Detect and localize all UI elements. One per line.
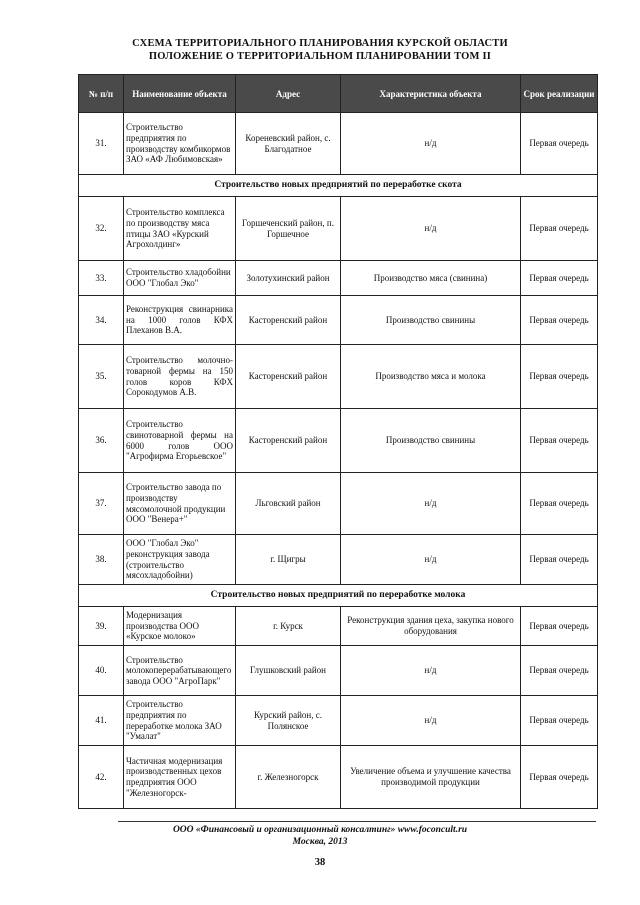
row-num: 34. bbox=[79, 296, 124, 345]
table-row bbox=[79, 261, 598, 296]
page-number: 38 bbox=[314, 857, 326, 868]
row-num: 31. bbox=[79, 113, 124, 175]
row-address: г. Щигры bbox=[236, 535, 341, 585]
row-address: Кореневский район, с. Благодатное bbox=[236, 113, 341, 175]
table-row bbox=[79, 409, 598, 473]
section-title-meat: Строительство новых предприятий по переработке скота bbox=[79, 175, 598, 197]
row-term: Первая очередь bbox=[521, 296, 598, 345]
table-row bbox=[79, 113, 598, 175]
row-name: Модернизация производства ООО «Курское молоко» bbox=[124, 607, 236, 646]
row-characteristic: Производство мяса и молока bbox=[341, 345, 521, 409]
row-name: Строительство молочно-товарной фермы на 150 голов коров КФХ Сорокодумов А.В. bbox=[124, 345, 236, 409]
col-header-name: Наименование объекта bbox=[124, 75, 236, 113]
table-row bbox=[79, 607, 598, 646]
row-address: Золотухинский район bbox=[236, 261, 341, 296]
row-num: 32. bbox=[79, 197, 124, 261]
table-row bbox=[79, 345, 598, 409]
row-characteristic: Производство свинины bbox=[341, 409, 521, 473]
row-characteristic: Производство мяса (свинина) bbox=[341, 261, 521, 296]
row-characteristic: н/д bbox=[341, 197, 521, 261]
table-header-row bbox=[79, 75, 598, 113]
row-characteristic: н/д bbox=[341, 113, 521, 175]
row-term: Первая очередь bbox=[521, 535, 598, 585]
row-characteristic: н/д bbox=[341, 696, 521, 746]
row-characteristic: Реконструкция здания цеха, закупка нового оборудования bbox=[341, 607, 521, 646]
row-characteristic: н/д bbox=[341, 473, 521, 535]
projects-table bbox=[78, 74, 598, 809]
col-header-characteristic: Характеристика объекта bbox=[341, 75, 521, 113]
table-row bbox=[79, 535, 598, 585]
footer-city-year: Москва, 2013 bbox=[292, 837, 348, 847]
table-row bbox=[79, 746, 598, 809]
row-term: Первая очередь bbox=[521, 696, 598, 746]
table-row bbox=[79, 696, 598, 746]
row-term: Первая очередь bbox=[521, 607, 598, 646]
row-characteristic: н/д bbox=[341, 535, 521, 585]
section-title-milk: Строительство новых предприятий по переработке молока bbox=[79, 585, 598, 607]
row-address: г. Курск bbox=[236, 607, 341, 646]
row-term: Первая очередь bbox=[521, 473, 598, 535]
row-num: 41. bbox=[79, 696, 124, 746]
row-name: Строительство молокоперерабатывающего завода ООО "АгроПарк" bbox=[124, 646, 236, 696]
col-header-num: № п/п bbox=[79, 75, 124, 113]
table-row bbox=[79, 646, 598, 696]
row-name: ООО "Глобал Эко" реконструкция завода (строительство мясохладобойни) bbox=[124, 535, 236, 585]
row-name: Строительство хладобойни ООО "Глобал Эко" bbox=[124, 261, 236, 296]
col-header-address: Адрес bbox=[236, 75, 341, 113]
row-num: 36. bbox=[79, 409, 124, 473]
row-num: 38. bbox=[79, 535, 124, 585]
row-address: Касторенский район bbox=[236, 345, 341, 409]
row-num: 37. bbox=[79, 473, 124, 535]
row-address: Горшеченский район, п. Горшечное bbox=[236, 197, 341, 261]
row-term: Первая очередь bbox=[521, 113, 598, 175]
row-address: Касторенский район bbox=[236, 409, 341, 473]
row-address: Курский район, с. Полянское bbox=[236, 696, 341, 746]
row-address: г. Железногорск bbox=[236, 746, 341, 809]
row-term: Первая очередь bbox=[521, 197, 598, 261]
row-term: Первая очередь bbox=[521, 646, 598, 696]
row-name: Строительство завода по производству мясомолочной продукции ООО "Венера+" bbox=[124, 473, 236, 535]
row-name: Строительство комплекса по производству мяса птицы ЗАО «Курский Агрохолдинг» bbox=[124, 197, 236, 261]
row-term: Первая очередь bbox=[521, 409, 598, 473]
row-name: Строительство свинотоварной фермы на 6000 голов ООО "Агрофирма Егорьевское" bbox=[124, 409, 236, 473]
row-term: Первая очередь bbox=[521, 345, 598, 409]
row-num: 42. bbox=[79, 746, 124, 809]
document-subtitle: ПОЛОЖЕНИЕ О ТЕРРИТОРИАЛЬНОМ ПЛАНИРОВАНИИ ТОМ II bbox=[148, 51, 492, 62]
row-name: Реконструкция свинарника на 1000 голов КФХ Плеханов В.А. bbox=[124, 296, 236, 345]
row-characteristic: Увеличение объема и улучшение качества производимой продукции bbox=[341, 746, 521, 809]
row-characteristic: Производство свинины bbox=[341, 296, 521, 345]
row-characteristic: н/д bbox=[341, 646, 521, 696]
row-num: 35. bbox=[79, 345, 124, 409]
footer-divider bbox=[118, 821, 596, 822]
row-name: Частичная модернизация производственных цехов предприятия ООО "Железногорск- bbox=[124, 746, 236, 809]
row-num: 33. bbox=[79, 261, 124, 296]
table-row bbox=[79, 296, 598, 345]
document-title: СХЕМА ТЕРРИТОРИАЛЬНОГО ПЛАНИРОВАНИЯ КУРСКОЙ ОБЛАСТИ bbox=[132, 38, 508, 49]
footer-company: ООО «Финансовый и организационный консалтинг» www.foconcult.ru bbox=[172, 825, 468, 835]
row-address: Касторенский район bbox=[236, 296, 341, 345]
row-name: Строительство предприятия по производству комбикормов ЗАО «АФ Любимовская» bbox=[124, 113, 236, 175]
col-header-term: Срок реализации bbox=[521, 75, 598, 113]
row-term: Первая очередь bbox=[521, 746, 598, 809]
row-term: Первая очередь bbox=[521, 261, 598, 296]
table-row bbox=[79, 473, 598, 535]
row-name: Строительство предприятия по переработке молока ЗАО "Умалат" bbox=[124, 696, 236, 746]
row-address: Льговский район bbox=[236, 473, 341, 535]
row-num: 39. bbox=[79, 607, 124, 646]
table-row bbox=[79, 197, 598, 261]
section-row-milk bbox=[79, 585, 598, 607]
section-row-meat bbox=[79, 175, 598, 197]
row-num: 40. bbox=[79, 646, 124, 696]
row-address: Глушковский район bbox=[236, 646, 341, 696]
